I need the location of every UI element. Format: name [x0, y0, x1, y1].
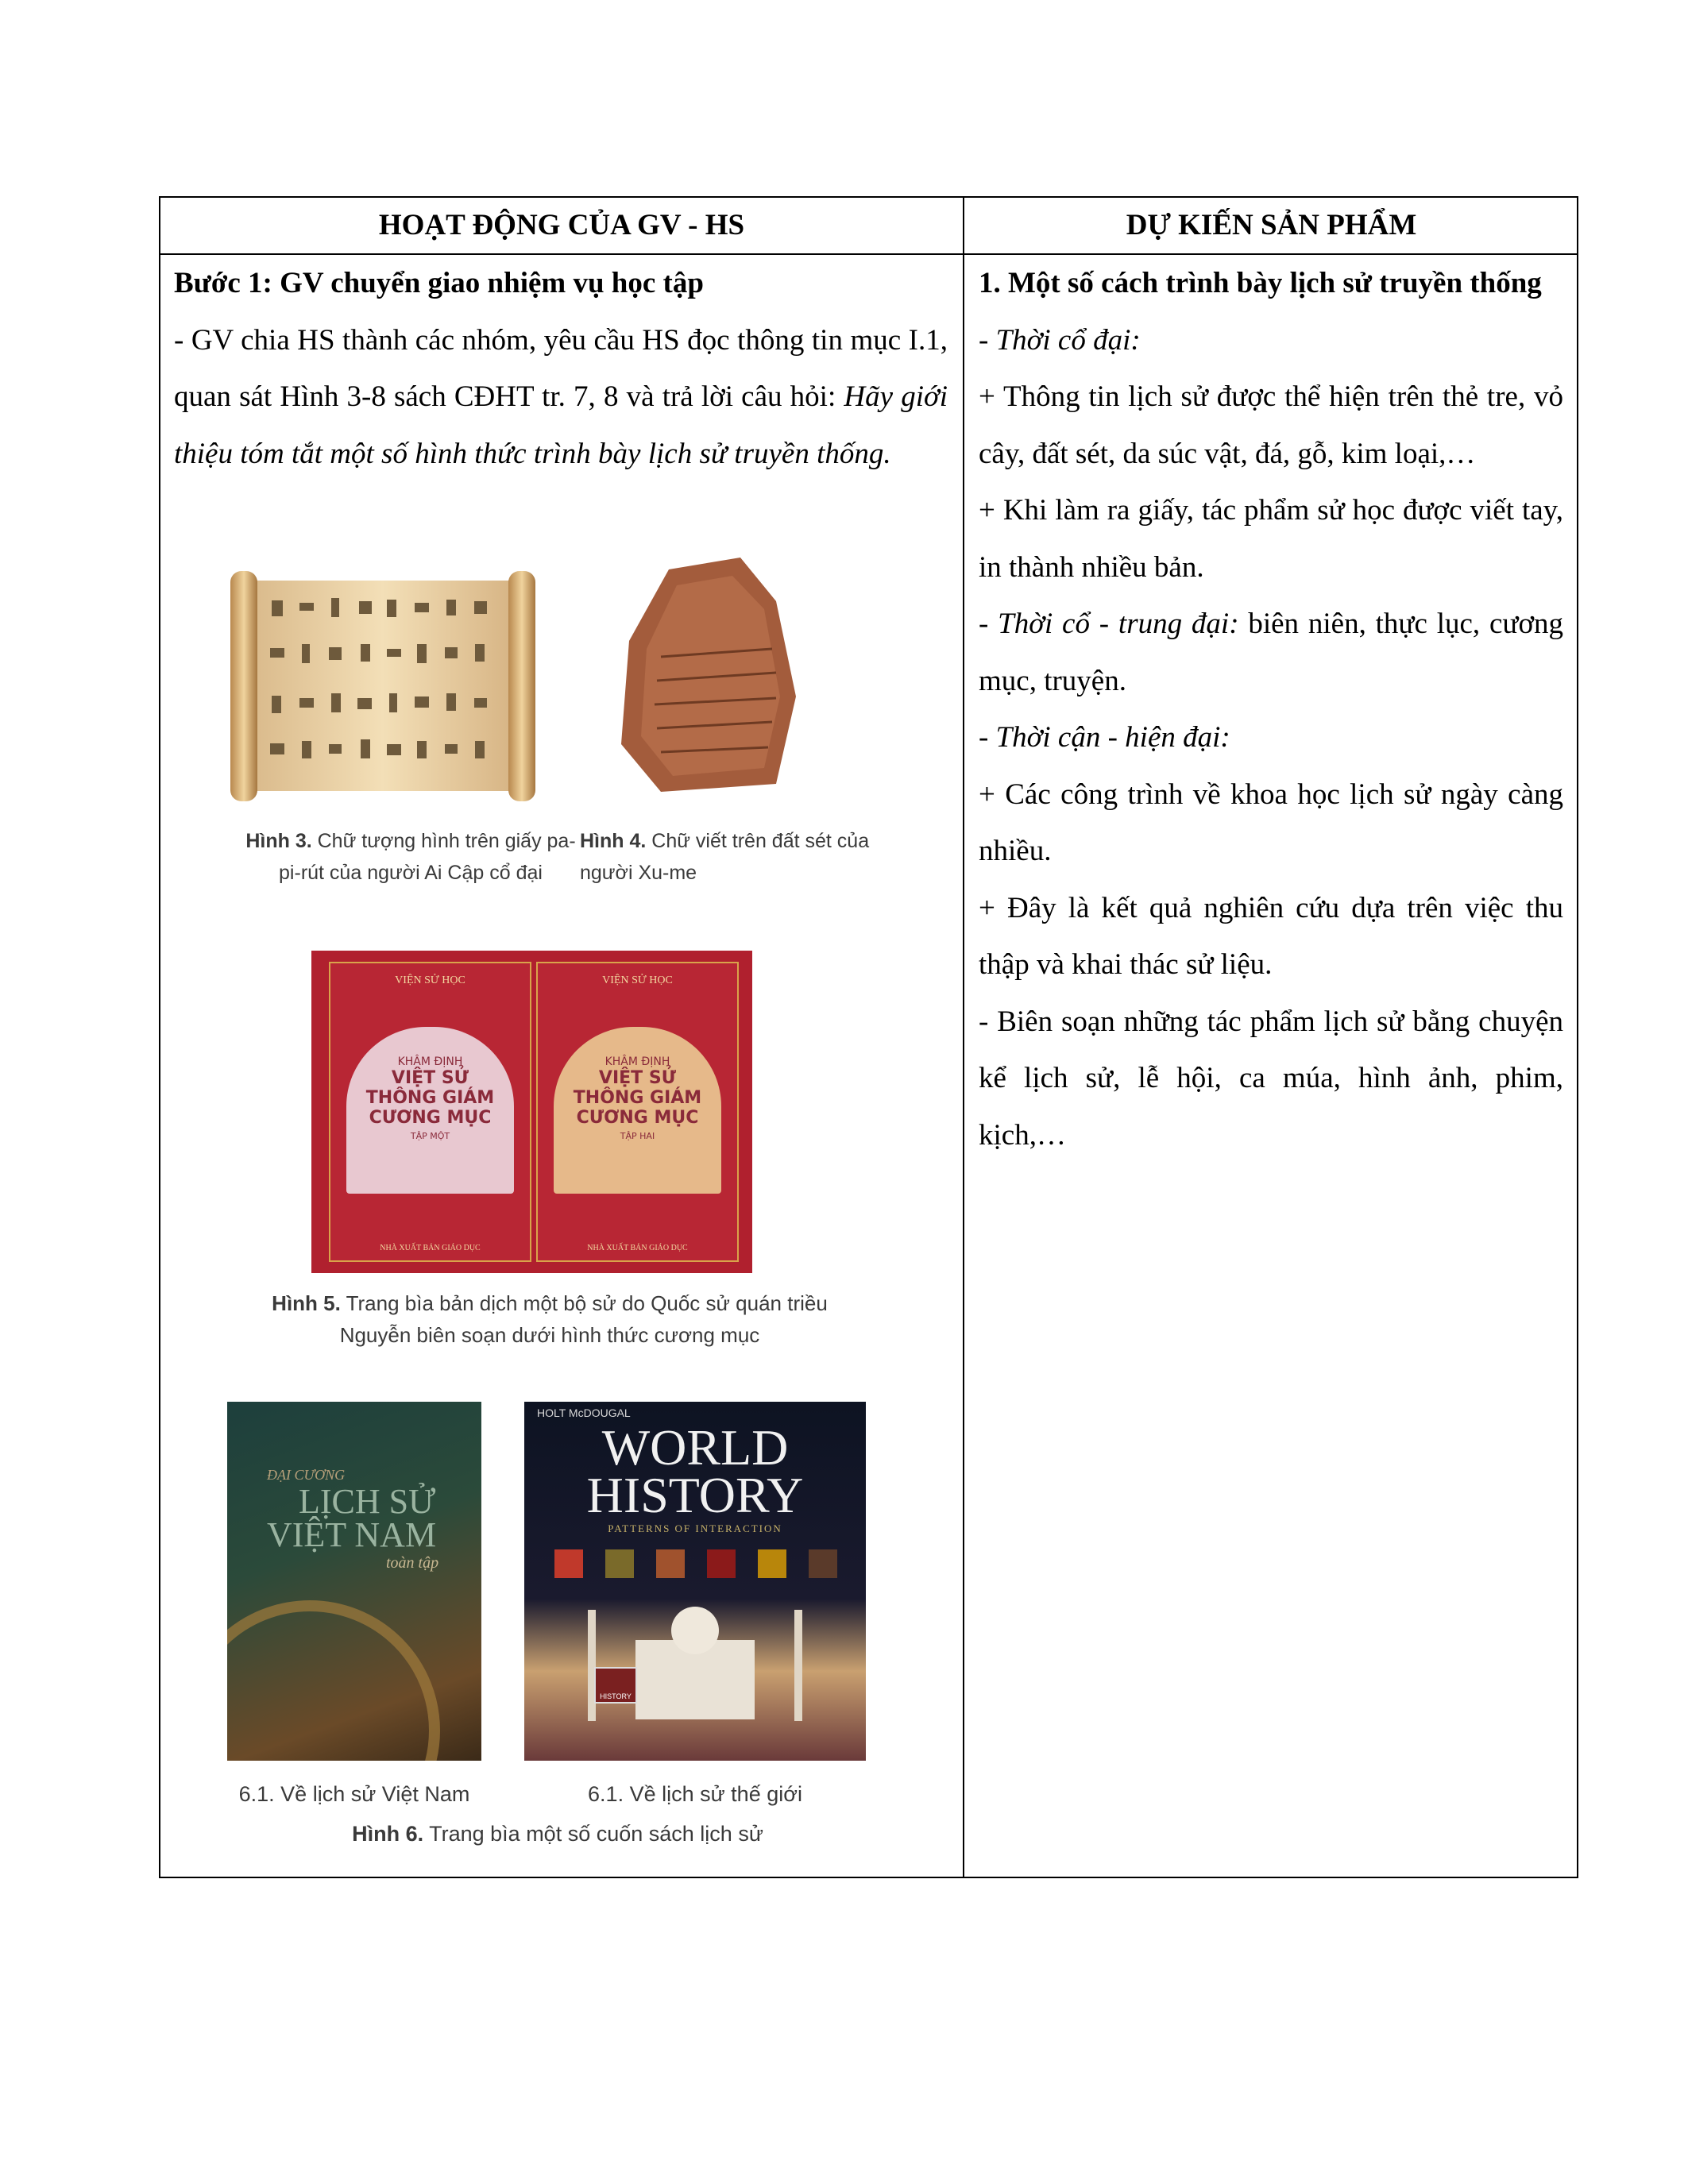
- figure-6-1-world-caption: 6.1. Về lịch sử thế giới: [588, 1782, 802, 1806]
- header-teacher-student-activity: HOẠT ĐỘNG CỦA GV - HS: [378, 209, 745, 241]
- world-history-book-image: [524, 1402, 866, 1761]
- book4-subtitle: PATTERNS OF INTERACTION: [608, 1522, 782, 1534]
- book2-publisher: NHÀ XUẤT BẢN GIÁO DỤC: [587, 1244, 688, 1252]
- figure-6-text: Trang bìa một số cuốn sách lịch sử: [429, 1822, 763, 1846]
- other-forms-paragraph: - Biên soạn những tác phẩm lịch sử bằng chuyện kể lịch sử, lễ hội, ca múa, hình ảnh, phim, kịch,…: [979, 1005, 1563, 1152]
- figure-5-caption: [272, 1287, 828, 1351]
- section-heading: 1. Một số cách trình bày lịch sử truyền thống: [979, 267, 1542, 299]
- history-channel-badge: HISTORY: [594, 1667, 637, 1704]
- book3-line4: toàn tập: [386, 1554, 439, 1572]
- book4-line2: HISTORY: [586, 1467, 804, 1523]
- figure-6-label: Hình 6.: [352, 1822, 424, 1846]
- book2-line3: CƯƠNG MỤC: [576, 1108, 699, 1128]
- book4-publisher: HOLT McDOUGAL: [537, 1406, 631, 1419]
- papyrus-scroll-image: [224, 565, 542, 803]
- clay-tablet-image: [613, 554, 804, 800]
- book1-line1: VIỆT SỬ: [391, 1068, 469, 1088]
- book1-line3: CƯƠNG MỤC: [369, 1108, 492, 1128]
- book1-label-panel: [346, 1027, 514, 1194]
- book1-line2: THÔNG GIÁM: [365, 1088, 495, 1108]
- figure-6-1-vn-caption: 6.1. Về lịch sử Việt Nam: [238, 1782, 470, 1806]
- task-text: - GV chia HS thành các nhóm, yêu cầu HS đọc thông tin mục I.1, quan sát Hình 3-8 sách CĐHT tr. 7, 8 và trả lời câu hỏi:: [174, 323, 948, 413]
- modern-point-1: + Các công trình về khoa học lịch sử ngày càng nhiều.: [979, 778, 1563, 867]
- task-question: Hãy giới thiệu tóm tắt một số hình thức trình bày lịch sử truyền thống.: [174, 380, 948, 470]
- book2-label-panel: [554, 1027, 721, 1194]
- book2-institute: VIỆN SỬ HỌC: [602, 974, 673, 986]
- figure-4-caption: [580, 825, 898, 889]
- ancient-period-label: - Thời cổ đại:: [979, 323, 1141, 357]
- ancient-point-1: + Thông tin lịch sử được thể hiện trên thẻ tre, vỏ cây, đất sét, da súc vật, đá, gỗ, kim loại,…: [979, 380, 1563, 470]
- book2-line2: THÔNG GIÁM: [573, 1088, 702, 1108]
- book3-line2: LỊCH SỬ: [299, 1482, 436, 1521]
- figure-4-label: Hình 4.: [580, 830, 647, 852]
- activity-cell: [160, 255, 963, 482]
- book3-line1: ĐẠI CƯƠNG: [267, 1467, 346, 1483]
- book4-line1: WORLD: [601, 1419, 789, 1476]
- book-covers-image: [311, 951, 752, 1273]
- figure-3-text: Chữ tượng hình trên giấy pa-pi-rút của người Ai Cập cổ đại: [279, 830, 576, 884]
- vietnam-history-book-image: [227, 1402, 481, 1761]
- modern-point-2: + Đây là kết quả nghiên cứu dựa trên việc thu thập và khai thác sử liệu.: [979, 891, 1563, 981]
- book1-volume: TẬP MỘT: [410, 1131, 450, 1141]
- book1-institute: VIỆN SỬ HỌC: [395, 974, 465, 986]
- medieval-paragraph: [979, 596, 1563, 709]
- book1-kham: KHÂM ĐỊNH: [397, 1055, 463, 1068]
- activity-table: [159, 196, 1578, 1878]
- expected-product-cell: [964, 255, 1578, 1163]
- figure-6-caption: [319, 1818, 796, 1850]
- book1-publisher: NHÀ XUẤT BẢN GIÁO DỤC: [380, 1244, 481, 1252]
- medieval-text: biên niên, thực lục, cương mục, truyện.: [979, 608, 1564, 697]
- modern-period-label: - Thời cận - hiện đại:: [979, 721, 1230, 754]
- book-cover-volume-2: [536, 962, 739, 1262]
- figure-5-text: Trang bìa bản dịch một bộ sử do Quốc sử quán triều Nguyễn biên soạn dưới hình thức cương mục: [339, 1291, 828, 1347]
- figure-5-label: Hình 5.: [272, 1291, 341, 1315]
- figure-3-label: Hình 3.: [245, 830, 312, 852]
- figure-3-caption: [240, 825, 581, 889]
- task-paragraph: [174, 312, 948, 483]
- book3-line3: VIỆT NAM: [267, 1515, 437, 1554]
- book2-kham: KHÂM ĐỊNH: [605, 1055, 670, 1068]
- book2-volume: TẬP HAI: [620, 1131, 655, 1141]
- figure-4-text: Chữ viết trên đất sét của người Xu-me: [580, 830, 870, 884]
- header-expected-product: DỰ KIẾN SẢN PHẨM: [1126, 209, 1417, 241]
- medieval-period-label: - Thời cổ - trung đại:: [979, 608, 1239, 640]
- step-title: Bước 1: GV chuyển giao nhiệm vụ học tập: [174, 267, 704, 299]
- book2-line1: VIỆT SỬ: [598, 1068, 677, 1088]
- book-cover-volume-1: [329, 962, 531, 1262]
- ancient-point-2: + Khi làm ra giấy, tác phẩm sử học được viết tay, in thành nhiều bản.: [979, 494, 1563, 584]
